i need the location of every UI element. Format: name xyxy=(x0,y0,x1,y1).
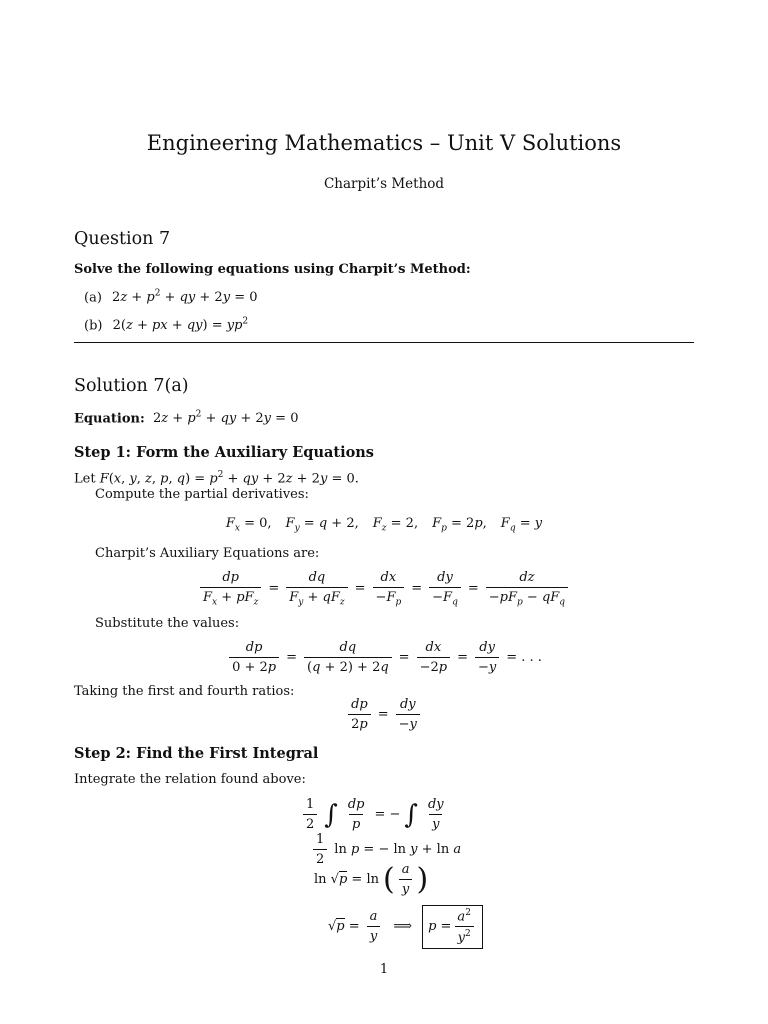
solution-equation xyxy=(74,410,298,426)
derivation-line-2: $\frac{1}{2}$ ln p = − ln y + ln a xyxy=(313,832,461,867)
substituted-equations: $\frac{dp}{0 + 2p}$ = $\frac{dq}{(q + 2) + 2q}$ = $\frac{dx}{-2p}$ = $\frac{dy}{-y}$ = . . . xyxy=(0,640,768,675)
first-fourth-text: Taking the first and fourth ratios: xyxy=(74,684,295,699)
item-label: (b) xyxy=(84,318,103,334)
ratio-equation: $\frac{dp}{2p}$ = $\frac{dy}{-y}$ xyxy=(0,697,768,732)
item-equation-display: $2z + p^2$ + qy + 2y = 0 xyxy=(112,289,258,306)
derivation-line-3: ln √p = ln ( $\frac{a}{y}$ ) xyxy=(314,861,429,897)
document-subtitle: Charpit’s Method xyxy=(323,176,445,192)
item-equation-display: 2(z + px + $qy) = yp^2$ xyxy=(112,317,249,334)
let-statement: Let F(x, y, z, p, $q) = p^2$ + qy + 2z + 2y = 0. xyxy=(74,470,359,487)
equation-display: $2z + p^2$ + qy + 2y = 0 xyxy=(148,410,299,427)
solution-heading: Solution 7(a) xyxy=(74,376,189,396)
item-label: (a) xyxy=(84,290,102,306)
question-instruction: Solve the following equations using Charpit’s Method: xyxy=(74,262,471,277)
integrate-text: Integrate the relation found above: xyxy=(74,772,306,787)
question-heading: Question 7 xyxy=(74,229,171,249)
derivation-line-1: $\frac{1}{2}$ ∫ $\frac{dp}{p}$ = − ∫ $\frac{dy}{y}$ xyxy=(300,797,450,832)
auxiliary-equations: $\frac{dp}{F_x + pF_z}$ = $\frac{dq}{F_y + qF_z}$ = $\frac{dx}{-F_p}$ = $\frac{dy}{-F_q}$ = $\frac{dz}{-pF_p - qF_q}$ xyxy=(0,570,768,608)
question-item-a xyxy=(84,289,258,305)
equation-label: Equation: xyxy=(74,411,145,427)
question-item-b xyxy=(84,317,248,333)
compute-text: Compute the partial derivatives: xyxy=(95,487,309,502)
document-title: Engineering Mathematics – Unit V Solutions xyxy=(146,131,622,155)
aux-text: Charpit’s Auxiliary Equations are: xyxy=(95,546,320,561)
section-divider xyxy=(74,342,694,343)
boxed-result: p = $\frac{a^2}{y^2}$ xyxy=(422,905,483,949)
page-number: 1 xyxy=(379,962,389,977)
step1-heading: Step 1: Form the Auxiliary Equations xyxy=(74,444,374,461)
substitute-text: Substitute the values: xyxy=(95,616,240,631)
derivation-line-4: √p = $\frac{a}{y}$ ⟹ p = $\frac{a^2}{y^2}$ xyxy=(328,905,483,949)
step2-heading: Step 2: Find the First Integral xyxy=(74,745,319,762)
partials-equation: $F_x = 0$, $F_y = q + 2$, $F_z = 2$, $F_p = 2p$, $F_q = y$ xyxy=(225,516,543,534)
